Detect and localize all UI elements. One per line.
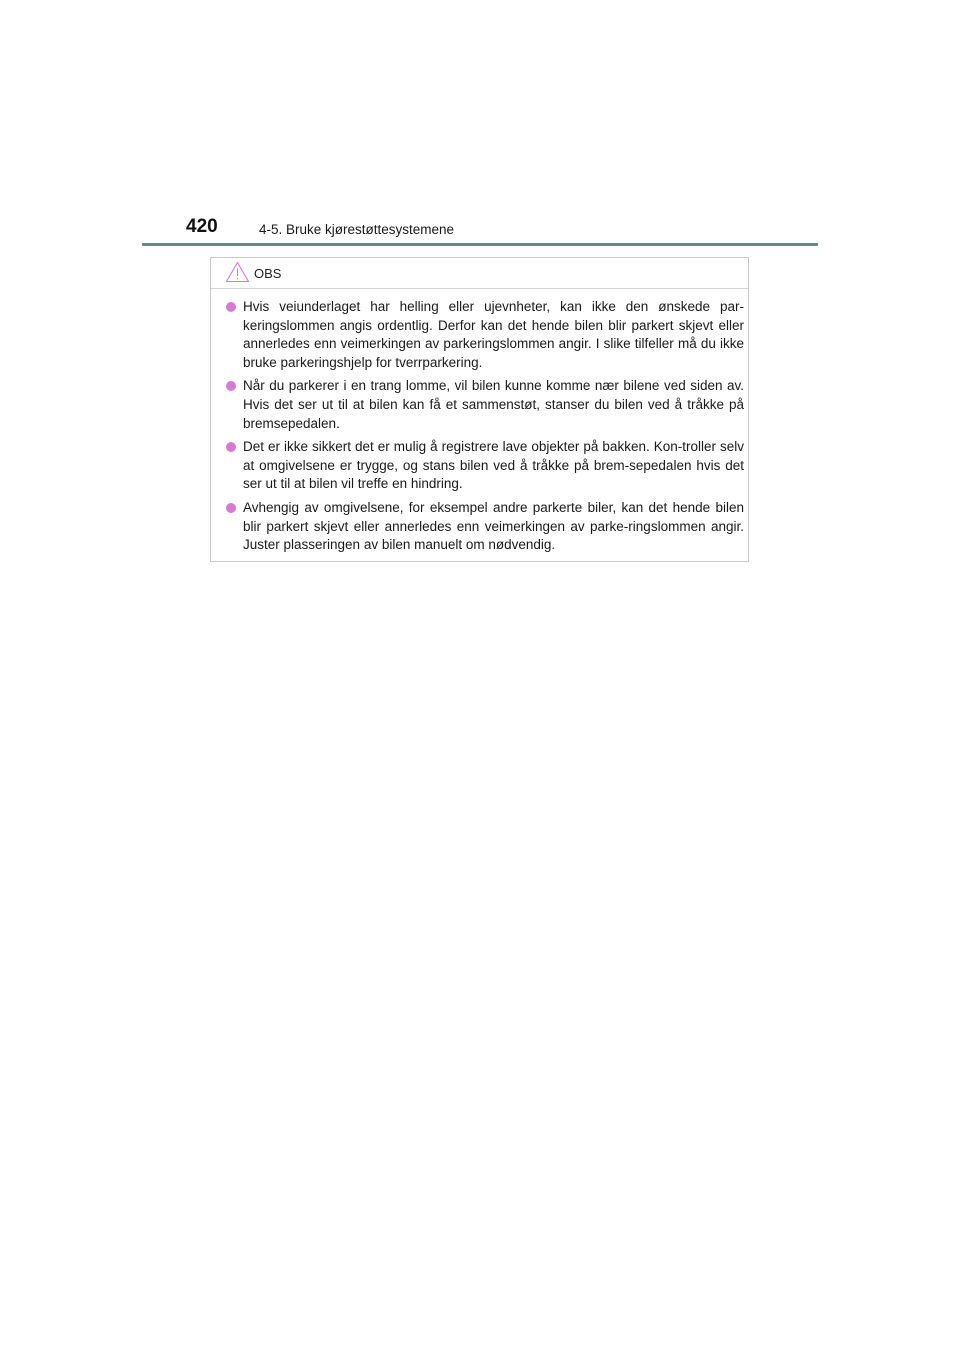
list-item-text: Når du parkerer i en trang lomme, vil bilen kunne komme nær bilene ved siden av. Hvis det ser ut til at bilen kan få et sammenstøt, stanser du bilen ved å tråkke på bremsepedalen.: [243, 378, 744, 431]
warning-triangle-icon: [225, 261, 250, 283]
bullet-dot-icon: [226, 381, 236, 391]
caution-list: [225, 298, 744, 560]
bullet-dot-icon: [226, 442, 236, 452]
list-item-text: Avhengig av omgivelsene, for eksempel andre parkerte biler, kan det hende bilen blir parkert skjevt eller annerledes enn veimerkingen av parke-ringslommen angir. Juster plasseringen av bilen manuelt om nødvendig.: [243, 499, 744, 553]
section-title: 4-5. Bruke kjørestøttesystemene: [259, 222, 455, 237]
list-item: [225, 377, 744, 433]
list-item-text: Det er ikke sikkert det er mulig å registrere lave objekter på bakken. Kon-troller selv at omgivelsene er trygge, og stans bilen ved å tråkke på brem-sepedalen hvis det ser ut til at bilen vil treffe en hindring.: [243, 439, 744, 492]
caution-label: OBS: [254, 266, 282, 281]
list-item: [225, 438, 744, 494]
bullet-dot-icon: [226, 503, 236, 513]
page-number: 420: [186, 216, 218, 237]
bullet-dot-icon: [226, 302, 236, 312]
header-rule: [142, 243, 818, 246]
list-item: [225, 298, 744, 372]
list-item-text: Hvis veiunderlaget har helling eller ujevnheter, kan ikke den ønskede par-keringslommen angis ordentlig. Derfor kan det hende bilen blir parkert skjevt eller annerledes enn veimerkingen av parkeringslommen angir. I slike tilfeller må du ikke bruke parkeringshjelp for tverrparkering.: [243, 299, 744, 370]
list-item: [225, 499, 744, 555]
page-header: [142, 216, 818, 246]
caution-box: [210, 257, 749, 562]
caution-header: [211, 258, 748, 289]
